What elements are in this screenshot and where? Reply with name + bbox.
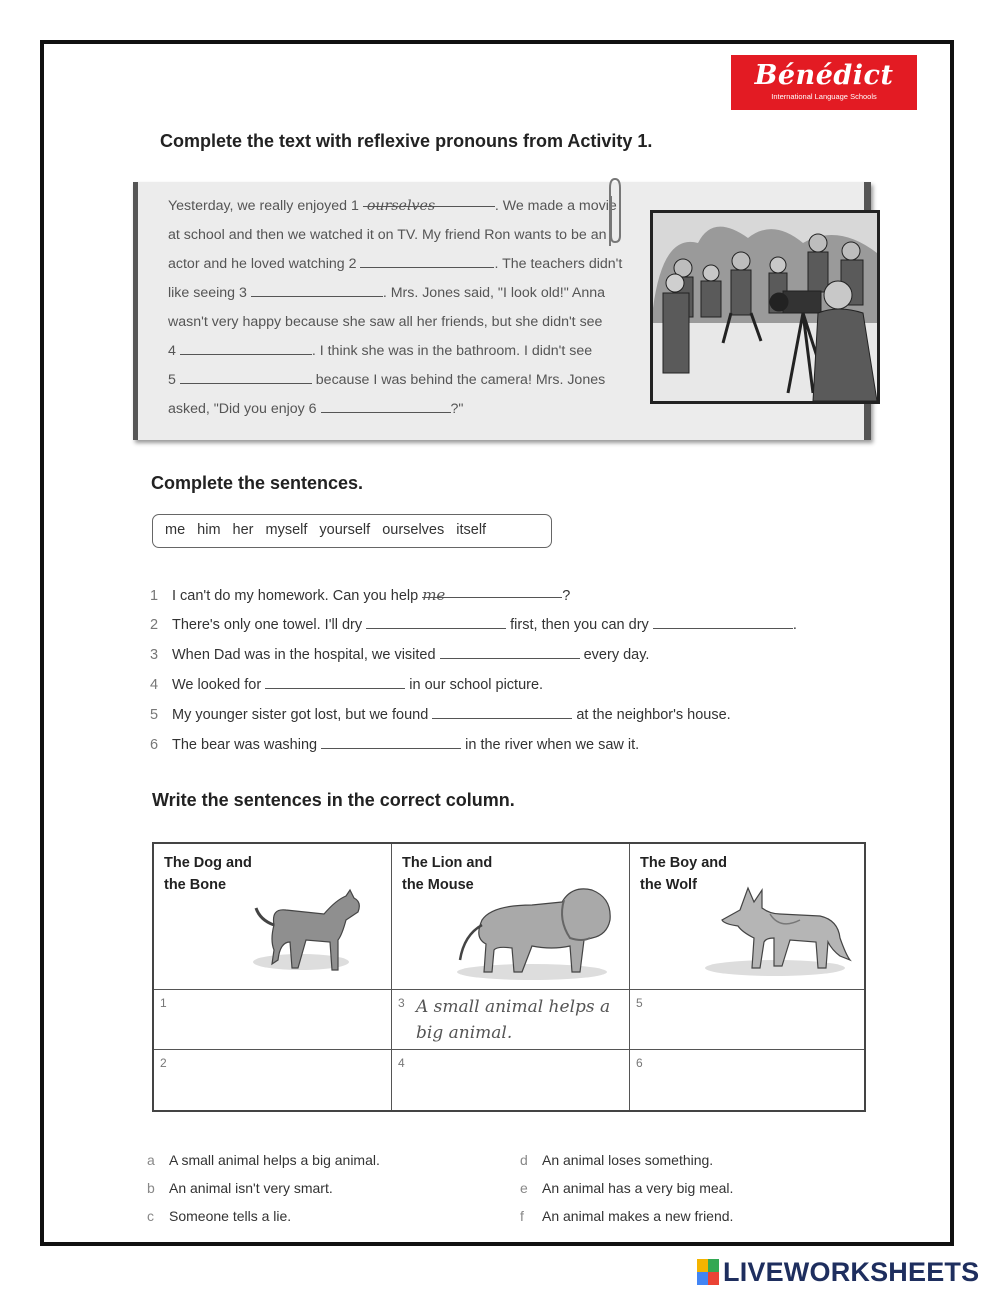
word-bank-item: itself [456, 522, 487, 538]
sentence-blank-6[interactable] [321, 734, 461, 749]
passage-line-8: asked, "Did you enjoy 6 ?" [168, 395, 648, 424]
passage-blank-4[interactable] [180, 340, 312, 355]
word-bank-item: me [165, 522, 186, 538]
option-b: b An animal isn't very smart. [147, 1180, 333, 1196]
word-bank-item: myself [265, 522, 308, 538]
answer-cell-1[interactable]: 1 [154, 990, 392, 1050]
sentence-5: 5 My younger sister got lost, but we found at the neighbor's house. [150, 703, 797, 733]
word-bank [152, 514, 552, 548]
sentence-3: 3 When Dad was in the hospital, we visited every day. [150, 643, 797, 673]
activity3-heading: Write the sentences in the correct column. [152, 790, 515, 810]
benedict-logo [731, 55, 917, 110]
sentence-list [150, 583, 797, 763]
answer-cell-6[interactable]: 6 [636, 1056, 643, 1070]
sentence-blank-4[interactable] [265, 674, 405, 689]
word-bank-item: him [197, 522, 221, 538]
word-bank-item: yourself [319, 522, 371, 538]
passage-blank-2[interactable] [360, 253, 494, 268]
dog-illustration [246, 880, 376, 980]
options-right [520, 1150, 733, 1234]
sentence-answer-1: me [422, 586, 446, 604]
passage-blank-6[interactable] [321, 398, 451, 413]
reading-passage [133, 182, 871, 440]
passage-line-1: Yesterday, we really enjoyed 1 ourselves . We made a movie [168, 192, 648, 221]
answer-cell-4[interactable]: 4 [392, 1050, 630, 1110]
sentence-blank-3[interactable] [440, 644, 580, 659]
liveworksheets-logo [697, 1255, 979, 1289]
school-movie-illustration [650, 210, 880, 404]
sentence-2: 2 There's only one towel. I'll dry first, then you can dry . [150, 613, 797, 643]
answer-cell-2[interactable]: 2 [154, 1050, 392, 1110]
story-title: The Boy and the Wolf [640, 855, 728, 893]
story-title: The Lion and the Mouse [402, 855, 493, 893]
passage-line-2: at school and then we watched it on TV. My friend Ron wants to be an [168, 227, 607, 243]
passage-line-3: actor and he loved watching 2 . The teachers didn't [168, 250, 648, 279]
passage-blank-3[interactable] [251, 282, 383, 297]
passage-line-4: like seeing 3 . Mrs. Jones said, "I look old!" Anna [168, 279, 648, 308]
passage-answer-1: ourselves [366, 198, 436, 214]
story-title: The Dog and the Bone [164, 855, 252, 893]
paperclip-icon [604, 176, 626, 256]
sentence-4: 4 We looked for in our school picture. [150, 673, 797, 703]
story-column-dog [154, 844, 392, 990]
options-left [147, 1150, 380, 1234]
liveworksheets-brand: LIVEWORKSHEETS [723, 1256, 980, 1287]
sentence-1: 1 I can't do my homework. Can you help me ? [150, 583, 797, 613]
logo-tagline: International Language Schools [771, 92, 877, 101]
wolf-illustration [700, 880, 860, 980]
logo-brand: Bénédict [754, 60, 894, 91]
lion-illustration [452, 880, 622, 984]
passage-line-5: wasn't very happy because she saw all her friends, but she didn't see [168, 314, 603, 330]
sentence-blank-1[interactable] [422, 583, 562, 604]
sentence-blank-2b[interactable] [653, 614, 793, 629]
option-c: c Someone tells a lie. [147, 1208, 292, 1224]
option-d: d An animal loses something. [520, 1152, 714, 1168]
sentence-blank-5[interactable] [432, 704, 572, 719]
answer-text: A small animal helps a big animal. [416, 997, 611, 1043]
story-column-wolf [630, 844, 864, 990]
sentence-6: 6 The bear was washing in the river when we saw it. [150, 733, 797, 763]
option-e: e An animal has a very big meal. [520, 1180, 734, 1196]
sentence-blank-2a[interactable] [366, 614, 506, 629]
option-a: a A small animal helps a big animal. [147, 1152, 380, 1168]
story-table [152, 842, 866, 1112]
passage-blank-1[interactable] [363, 192, 495, 214]
activity2-heading: Complete the sentences. [151, 473, 364, 493]
word-bank-item: her [232, 522, 254, 538]
answer-cell-3[interactable]: 3 A small animal helps a big animal. [392, 990, 630, 1050]
option-f: f An animal makes a new friend. [520, 1208, 734, 1224]
word-bank-item: ourselves [382, 522, 445, 538]
passage-line-6: 4 . I think she was in the bathroom. I didn't see [168, 337, 648, 366]
answer-cell-5[interactable]: 5 [630, 990, 864, 1050]
passage-blank-5[interactable] [180, 369, 312, 384]
liveworksheets-icon [697, 1259, 719, 1285]
passage-line-7: 5 because I was behind the camera! Mrs. Jones [168, 366, 648, 395]
activity1-heading: Complete the text with reflexive pronouns from Activity 1. [160, 131, 653, 151]
story-column-lion [392, 844, 630, 990]
